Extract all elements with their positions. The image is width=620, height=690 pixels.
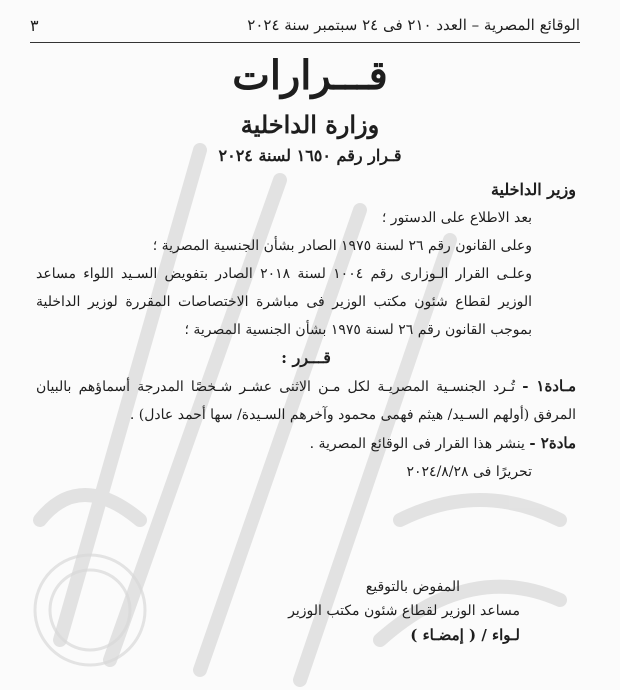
page-header [30,8,580,43]
article-label: مادة٢ - [529,434,576,452]
issue-date: تحريرًا فى ٢٠٢٤/٨/٢٨ [406,464,532,480]
signature-line: المفوض بالتوقيع [365,579,460,595]
decides-heading: قـــرر : [281,348,331,367]
section-title: قـــرارات [232,52,388,99]
header-title: الوقائع المصرية – العدد ٢١٠ فى ٢٤ سبتمبر سنة ٢٠٢٤ [247,16,580,34]
signature-line: مساعد الوزير لقطاع شئون مكتب الوزير [288,603,520,619]
article-2 [36,429,576,458]
article-label: مـادة١ - [522,377,576,395]
ministry-name: وزارة الداخلية [240,110,380,139]
article-1 [36,372,576,429]
minister-heading: وزير الداخلية [490,180,576,199]
article-text: تُـرد الجنسـية المصريـة لكل مـن الاثنى عشـر شـخصًا المدرجة أسماؤهم بالبيان المرفق (أولهم السـيد/ هيثم فهمى محمود وآخرهم السـيدة/ سها أحمد عادل) . [36,379,576,423]
signature-block [220,575,520,647]
preamble-line: وعلى القانون رقم ٢٦ لسنة ١٩٧٥ الصادر بشأن الجنسية المصرية ؛ [152,238,532,254]
decree-body [36,176,576,486]
page-number: ٣ [30,15,39,35]
article-text: ينشر هذا القرار فى الوقائع المصرية . [309,436,525,452]
signature-line: لـواء / ( إمضـاء ) [410,626,520,644]
decree-number: قـرار رقم ١٦٥٠ لسنة ٢٠٢٤ [218,146,402,165]
preamble-line: وعلـى القرار الـوزارى رقم ١٠٠٤ لسنة ٢٠١٨ الصادر بتفويض السـيد اللواء مساعد الوزير لقطاع شئون مكتب الوزير فى مباشرة الاختصاصات المقررة لوزير الداخلية بموجب القانون رقم ٢٦ لسنة ١٩٧٥ بشأن الجنسية المصرية ؛ [36,266,533,338]
preamble-line: بعد الاطلاع على الدستور ؛ [381,210,532,226]
